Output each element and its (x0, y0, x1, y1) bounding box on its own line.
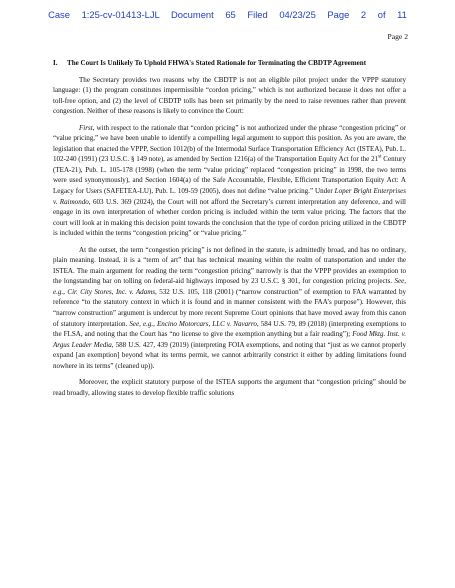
case-citation-loper: Loper Bright Enterprises v. Raimondo (53, 187, 406, 206)
paragraph-2 (53, 123, 406, 239)
ecf-header (0, 9, 455, 20)
case-number: Case 1:25-cv-01413-LJL (48, 9, 160, 20)
letter-body (53, 58, 406, 404)
paragraph-4: Moreover, the explicit statutory purpose of the ISTEA supports the argument that “congestion pricing” should be read broadly, allowing states to develop flexible traffic solutions (53, 378, 406, 397)
document-number: Document 65 (171, 9, 236, 20)
paragraph-2-text-b: Century (TEA-21), Pub. L. 105-178 (1998) (when the term “value pricing” replaced “congestion pricing” in 1998, the two terms were used synonymously), and Section 1604(a) of the Safe Accountable, Flexible, Efficient Transportation Equity Act: A Legacy for Users (SAFETEA-LU), Pub. L. 109-59 (2005), does not define “value pricing.” Under (53, 155, 406, 196)
paragraph-3-text-c: , 584 U.S. 79, 89 (2018) (interpreting exemptions to the FLSA, and noting that the Court has “no license to give the exemption anything but a fair reading”); (53, 319, 406, 339)
paragraph-2-text-a: , with respect to the rationale that “cordon pricing” is not authorized under the phrase “congestion pricing” or “value pricing,” we have been unable to identify a compelling legal argument to support this position. As you are aware, the legislation that enacted the VPPP, Section 1012(b) of the Intermodal Surface Transportation Efficiency Act (ISTEA), Pub. L. 102-240 (1991) (23 U.S.C. § 149 note), as amended by Section 1216(a) of the Transportation Equity Act for the 21 (53, 123, 406, 164)
section-number: I. (53, 59, 58, 67)
section-title: The Court Is Unlikely To Uphold FHWA's Stated Rationale for Terminating the CBDTP Agreement (67, 59, 367, 67)
paragraph-3 (53, 245, 406, 372)
emphasis-first: First (79, 123, 93, 132)
paragraph-3-text-b: , 532 U.S. 105, 118 (2001) (“narrow construction” of exemption to FAA warranted by reference “to the statutory context in which it is found and in manner consistent with the FAA’s purpose”). However, this “narrow construction” argument is undercut by more recent Supreme Court opinions that have moved away from this canon of statutory interpretation. (53, 287, 406, 328)
paragraph-3-text-a: At the outset, the term “congestion pricing” is not defined in the statute, is admittedly broad, and has no ordinary, plain meaning. Instead, it is a “term of art” that has technical meaning within the realm of transportation and under the ISTEA. The main argument for reading the term “congestion pricing” narrowly is that the VPPP provides an exemption to the longstanding bar on tolling on federal-aid highways imposed by 23 U.S.C. § 301, for congestion pricing projects. (53, 245, 406, 286)
filed-date: Filed 04/23/25 (247, 9, 316, 20)
page-number: Page 2 (387, 32, 408, 41)
case-citation-food-mktg: Food Mktg. Inst. v. Argus Leader Media (53, 330, 406, 349)
paragraph-3-text-d: , 588 U.S. 427, 439 (2019) (interpreting FOIA exemptions, and noting that “just as we cannot properly expand [an exemption] beyond what its terms permit, we cannot arbitrarily constrict it either by adding limitations found nowhere in its terms” (cleaned up)). (53, 340, 406, 370)
section-heading (53, 58, 406, 69)
paragraph-2-text-c: , 603 U.S. 369 (2024), the Court will not afford the Secretary’s current interpretation any deference, and will engage in its own interpretation of whether cordon pricing is included within the term value pricing. The factors that the court will look at in making this decision point towards the conclusion that the type of cordon pricing utilized in the CBDTP is included within the terms “congestion pricing” or “value pricing.” (53, 197, 406, 238)
case-citation-circuit-city: See, e.g., Cir. City Stores, Inc. v. Adams (53, 277, 406, 296)
paragraph-1: The Secretary provides two reasons why the CBDTP is not an eligible pilot project under the VPPP statutory language: (1) the program constitutes impermissible “cordon pricing,” which is not authorized because it does not offer a toll-free option, and (2) the level of CBDTP tolls has been set primarily by the need to raise revenues rather than prevent congestion. Neither of these reasons is likely to convince the Court: (53, 75, 406, 116)
ordinal-superscript: st (378, 155, 382, 161)
case-citation-encino: See, e.g., Encino Motorcars, LLC v. Navarro (129, 319, 257, 328)
page-of-total: Page 2 of 11 (327, 9, 407, 20)
